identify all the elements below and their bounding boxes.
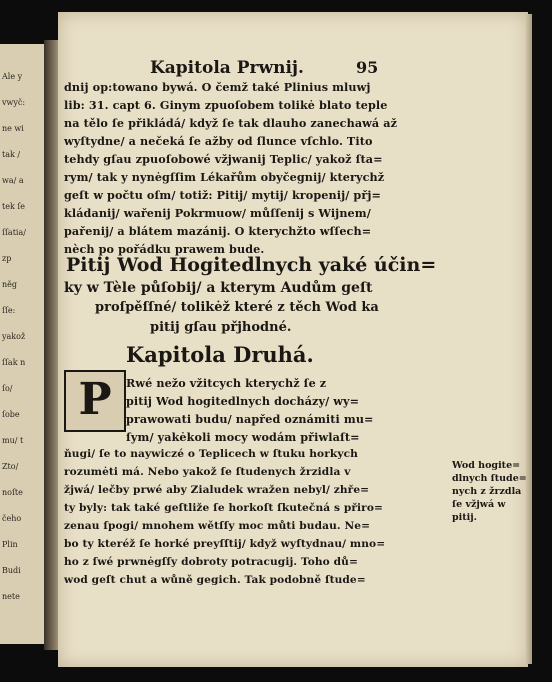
text-line: pitij Wod hogitedlnych docházy/ wy= [126,394,360,408]
text-line: prawowati budu/ napřed oznámiti mu= [126,412,374,426]
prev-page-text-fragment: Ale y [2,72,23,81]
heading-line: proſpěſſné/ tolikėž které z těch Wod ka [95,300,379,315]
heading-line: Pitij Wod Hogitedlnych yaké účin= [66,254,437,276]
text-line: geſt w počtu oſm/ totiž: Pitij/ mytij/ kropenij/ přj= [64,188,381,202]
prev-page-text-fragment: mu/ t [2,436,24,445]
running-header-title: Kapitola Prwnij. [150,58,304,78]
prev-page-text-fragment: ſſak n [2,358,26,367]
chapter-title: Kapitola Druhá. [126,342,314,367]
prev-page-text-fragment: yakož [2,332,26,341]
prev-page-text-fragment: Plin [2,540,18,549]
text-line: kládanij/ wařenij Pokrmuow/ můſſenij s Wijnem/ [64,206,371,220]
text-line: dnij op:towano bywá. O čemž také Plinius mluwj [64,80,371,94]
prev-page-text-fragment: ſſe: [2,306,16,315]
previous-page-edge [0,44,49,644]
margin-note-line: pitij. [452,512,477,523]
heading-line: pitij gſau přjhodné. [150,320,292,335]
text-line: ty byly: tak také geſtliže ſe horkoſt ſkutečná s přiro= [64,502,383,514]
margin-note-line: nych z žrzdla [452,486,522,497]
prev-page-text-fragment: ſo/ [2,384,13,393]
text-line: žjwá/ lečby prwé aby Zialudek wražen nebyl/ zhře= [64,484,370,496]
text-line: bo ty kteréž ſe horké preyſſtij/ když wyſtydnau/ mno= [64,538,386,550]
text-line: rozumėti má. Nebo yakož ſe ſtudenych žrzidla v [64,466,351,478]
text-line: tehdy gſau zpuoſobowé vžjwanij Teplic/ yakož ſta= [64,152,383,166]
prev-page-text-fragment: čeho [2,514,22,523]
prev-page-text-fragment: tek ſe [2,202,26,211]
text-line: Rwé nežo vžitcych kterychž ſe z [126,376,327,390]
prev-page-text-fragment: vwyč: [2,98,26,107]
page-stack-edge [526,14,532,664]
text-line: nèch po pořádku prawem bude. [64,242,265,256]
margin-note-line: ſe vžjwá w [452,499,506,510]
prev-page-text-fragment: zp [2,254,12,263]
text-line: ňugi/ ſe to naywiczé o Teplicech w ſtuku horkych [64,448,358,460]
margin-note-line: Wod hogite= [452,460,521,471]
prev-page-text-fragment: wa/ a [2,176,24,185]
margin-note-line: dlnych ſtude= [452,473,527,484]
heading-line: ky w Tèle půſobij/ a kterym Audům geſt [64,280,373,296]
text-line: zenau ſpogi/ mnohem wětſſy moc můti budau. Ne= [64,520,371,532]
text-line: ho z ſwé prwnėgſſy dobroty potracugij. Toho dů= [64,556,358,568]
prev-page-text-fragment: něg [2,280,18,289]
prev-page-text-fragment: tak / [2,150,21,159]
text-line: wyſtydne/ a nečeká ſe ažby od ſlunce vſchlo. Tito [64,134,373,148]
text-line: na tělo ſe přikládá/ když ſe tak dlauho zanechawá až [64,116,398,130]
page-number: 95 [356,58,379,77]
ornamental-initial: P [64,370,126,432]
text-line: pařenij/ a blátem mazánij. O kterychžto wſſech= [64,224,372,238]
prev-page-text-fragment: ne wi [2,124,24,133]
prev-page-text-fragment: nete [2,592,20,601]
text-line: lib: 31. capt 6. Ginym zpuoſobem tolikė blato teple [64,98,388,112]
prev-page-text-fragment: Budi [2,566,21,575]
text-line: ſym/ yakėkoli mocy wodám přiwlaſt= [126,430,360,444]
prev-page-text-fragment: ſobe [2,410,20,419]
prev-page-text-fragment: noſte [2,488,23,497]
prev-page-text-fragment: ſſatia/ [2,228,26,237]
text-line: rym/ tak y nynėgſſim Lékařům obyčegnij/ kterychž [64,170,385,184]
text-line: wod geſt chut a wůně gegich. Tak podobně ſtude= [64,574,366,586]
prev-page-text-fragment: Zto/ [2,462,19,471]
